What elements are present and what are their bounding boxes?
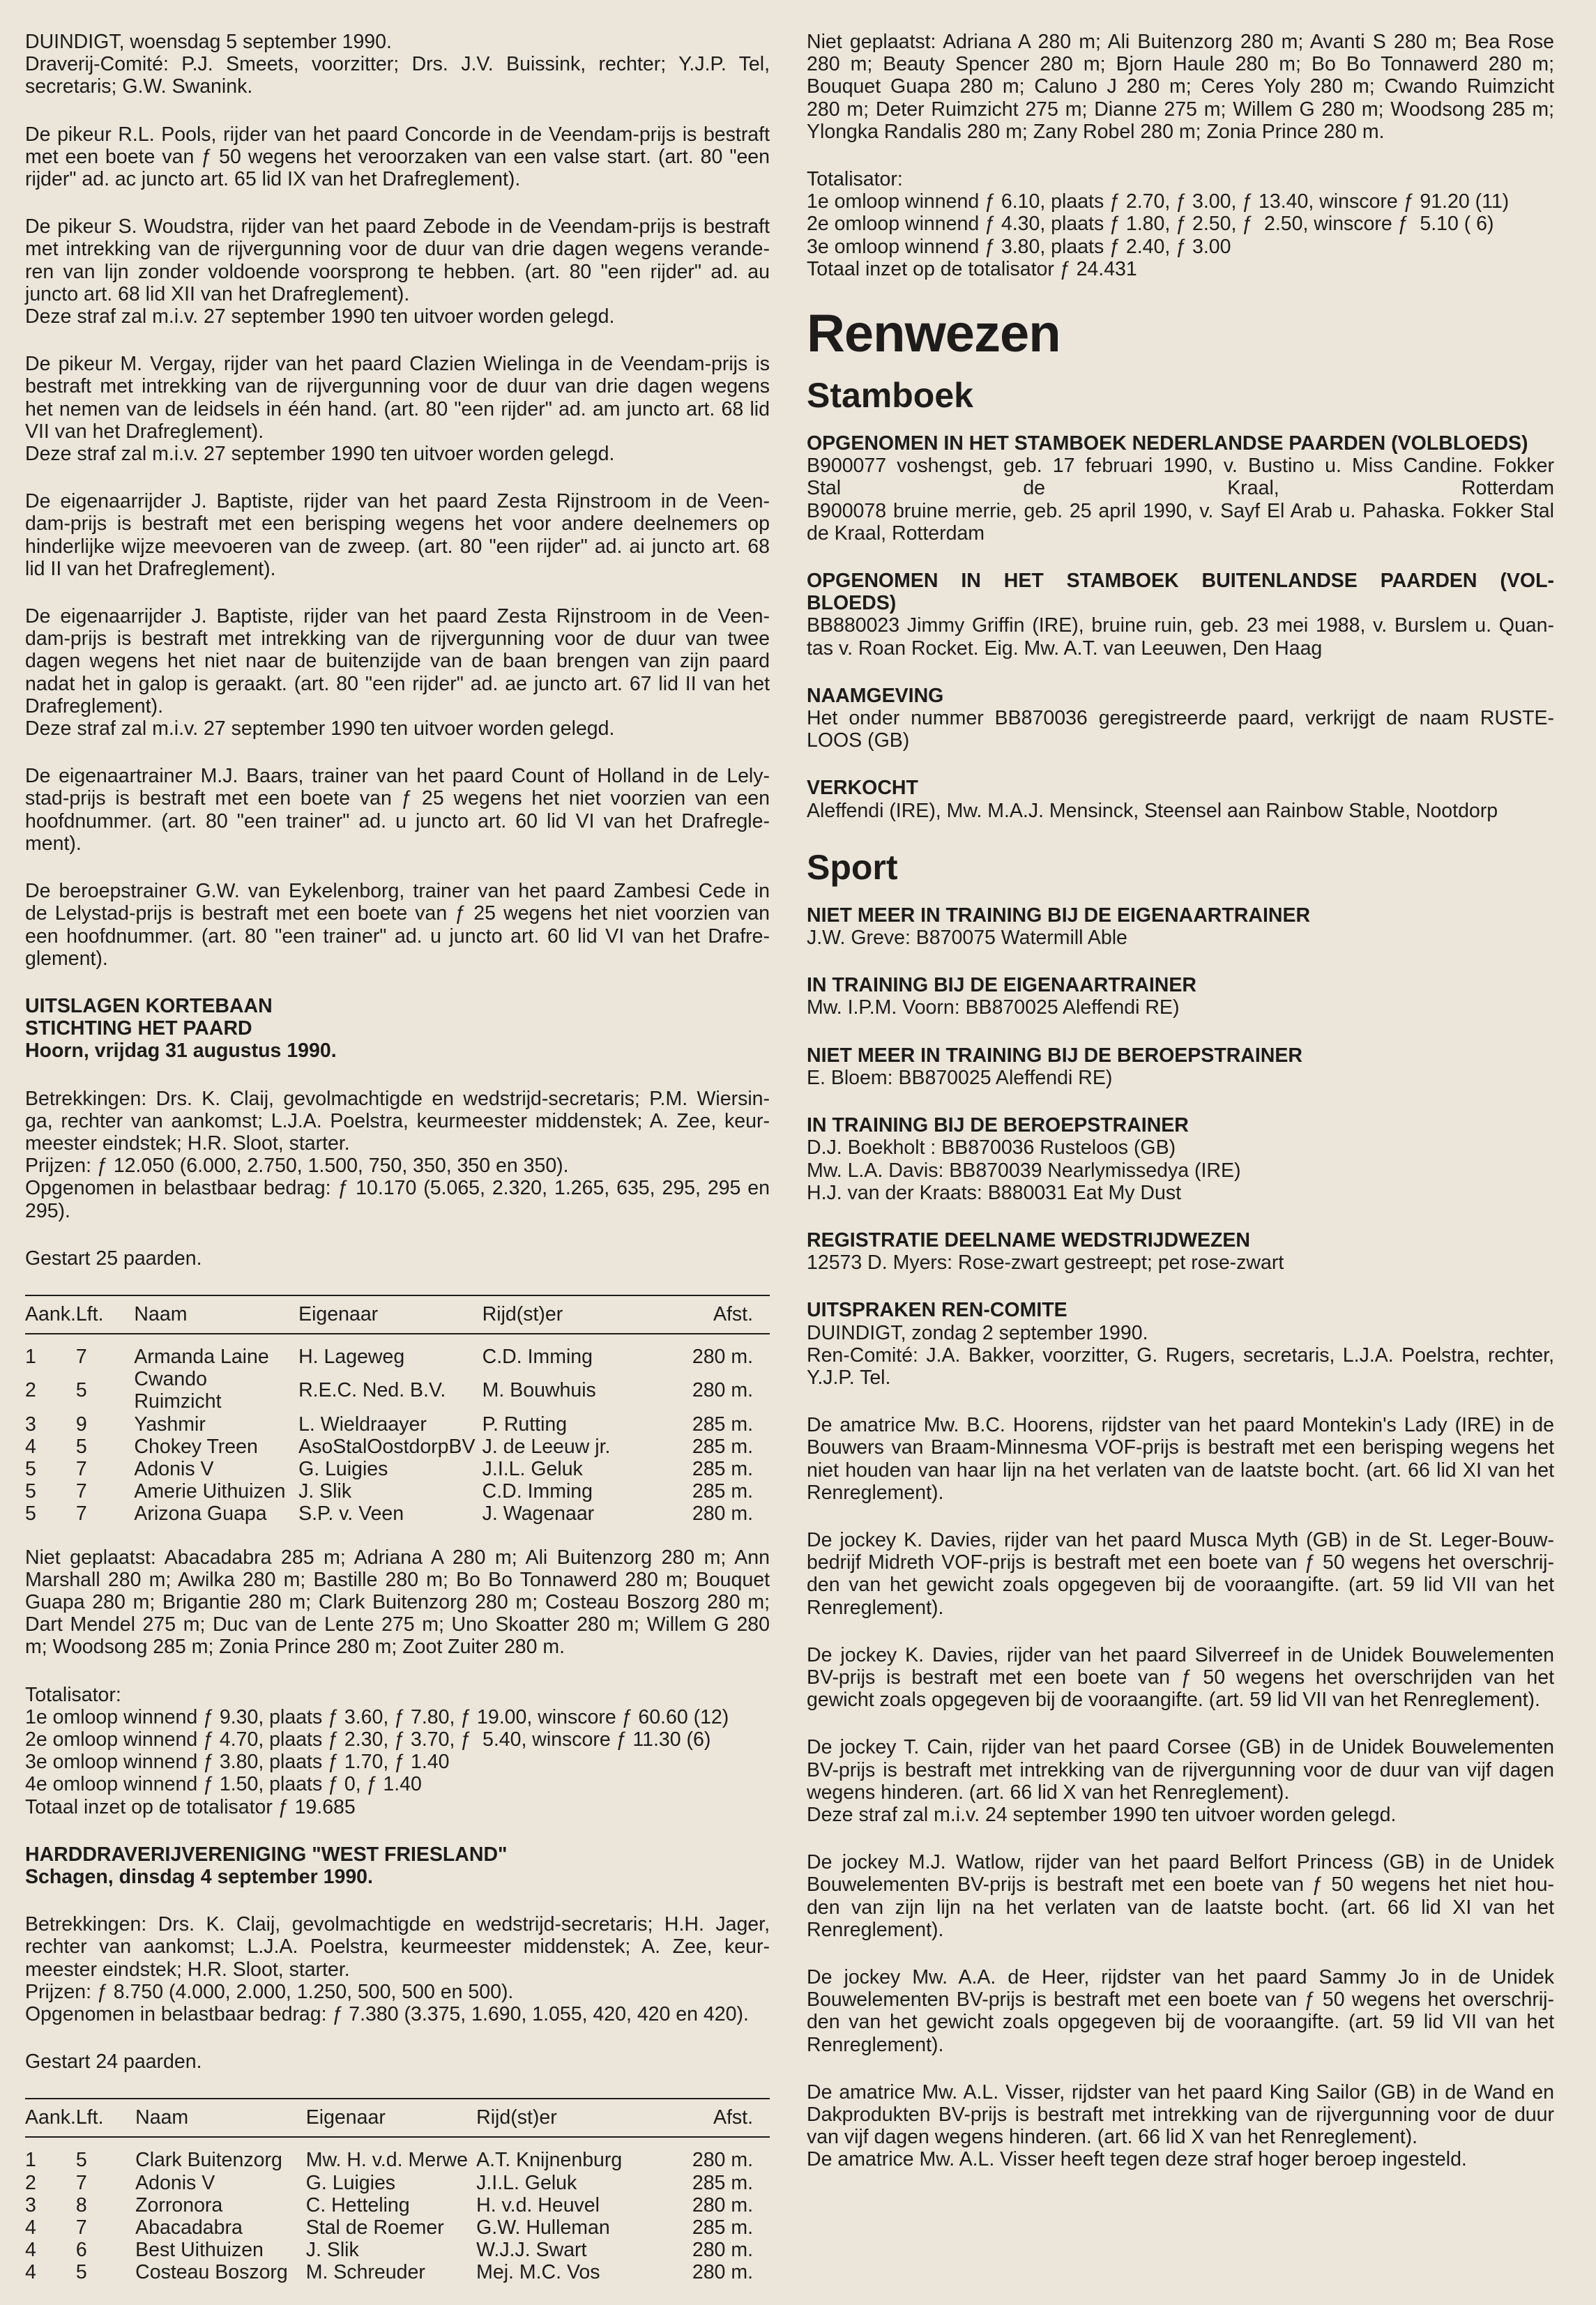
table-cell: 7 [75, 2171, 87, 2194]
race-1-starters: Gestart 25 paarden. [25, 1247, 202, 1270]
column-header: Lft. [76, 1295, 135, 1334]
totalisator-line: Totaal inzet op de totalisator ƒ 24.431 [807, 257, 1137, 280]
text-line: De pikeur R.L. Pools, rijder van het paard Concorde in de Veendam-prijs is bestraft [25, 123, 770, 146]
text-line: Ylongka Randalis 280 m; Zany Robel 280 m; Zonia Prince 280 m. [807, 120, 1385, 143]
register-entry [807, 904, 1554, 949]
text-line: wegens hinderen. (art. 66 lid X van het Renreglement). [807, 1781, 1290, 1804]
text-line: De beroepstrainer G.W. van Eykelenborg, trainer van het paard Zambesi Cede in [25, 880, 770, 903]
section-title-renwezen: Renwezen [807, 304, 1061, 364]
left-rulings [25, 123, 770, 970]
text-line: stad-prijs is bestraft met een boete van ƒ 25 wegens het niet voorzien van een [25, 787, 770, 810]
register-entry [807, 570, 1554, 660]
table-cell: 3 [25, 1413, 36, 1436]
table-cell: 1 [25, 2149, 36, 2172]
table-cell: H. v.d. Heuvel [476, 2193, 600, 2216]
register-entry [807, 1114, 1554, 1204]
table-cell: H. Lageweg [298, 1345, 405, 1368]
table-row [25, 1480, 770, 1503]
ruling-paragraph [807, 1414, 1554, 1504]
table-cell: 285 m. [692, 1435, 753, 1458]
text-line: Aleffendi (IRE), Mw. M.A.J. Mensinck, Steensel aan Rainbow Stable, Nootdorp [807, 799, 1498, 822]
table-cell: J. Slik [298, 1480, 352, 1503]
totalisator-line: 4e omloop winnend ƒ 1.50, plaats ƒ 0, ƒ 1.40 [25, 1773, 422, 1796]
text-line: Opgenomen in belastbaar bedrag: ƒ 10.170 (5.065, 2.320, 1.265, 635, 295, 295 en [25, 1177, 770, 1200]
table-cell: Zorronora [135, 2193, 223, 2216]
text-line: De jockey M.J. Watlow, rijder van het paard Belfort Princess (GB) in de Unidek [807, 1851, 1554, 1874]
text-line: Bouquet Guapa 280 m; Caluno J 280 m; Ceres Yoly 280 m; Cwando Ruimzicht [807, 75, 1554, 98]
table-cell: 7 [75, 1345, 87, 1368]
register-entry [807, 685, 1554, 752]
text-line: Stal de Kraal, Rotterdam [807, 477, 1554, 500]
table-cell: Armanda Laine [134, 1345, 269, 1368]
table-cell: 7 [75, 1503, 87, 1526]
totalisator-line: 2e omloop winnend ƒ 4.70, plaats ƒ 2.30, ƒ 3.70, ƒ 5.40, winscore ƒ 11.30 (6) [25, 1728, 711, 1751]
text-line: meester eindstek; H.R. Sloot, starter. [25, 1132, 350, 1155]
race-2-totalisator [807, 168, 1554, 280]
table-cell: 5 [25, 1503, 36, 1526]
table-cell: 280 m. [692, 1503, 753, 1526]
table-cell: Amerie Uithuizen [134, 1480, 286, 1503]
entry-heading: UITSPRAKEN REN-COMITE [807, 1299, 1067, 1322]
table-cell: Adonis V [134, 1457, 214, 1480]
text-line: bestraft met intrekking van de rijvergunning voor de duur van drie dagen wegens [25, 375, 770, 398]
table-cell: Best Uithuizen [135, 2239, 264, 2262]
text-line: niet houden van haar lijn na het verlaten van de laatste bocht. (art. 66 lid XI van het [807, 1459, 1554, 1482]
text-line: m; Woodsong 285 m; Zonia Prince 280 m; Zoot Zuiter 280 m. [25, 1636, 565, 1659]
text-line: Opgenomen in belastbaar bedrag: ƒ 7.380 (3.375, 1.690, 1.055, 420, 420 en 420). [25, 2003, 749, 2026]
table-cell: 280 m. [692, 2149, 753, 2172]
table-row [25, 2172, 770, 2194]
stamboek-entries [807, 432, 1554, 822]
text-line: Mw. L.A. Davis: BB870039 Nearlymissedya (IRE) [807, 1159, 1241, 1182]
table-cell: G. Luigies [305, 2171, 396, 2194]
text-line: De amatrice Mw. A.L. Visser heeft tegen deze straf hoger beroep ingesteld. [807, 2148, 1467, 2171]
table-cell: G.W. Hulleman [476, 2216, 610, 2239]
table-cell: 5 [75, 1435, 87, 1458]
totalisator-line: 1e omloop winnend ƒ 6.10, plaats ƒ 2.70, ƒ 3.00, ƒ 13.40, winscore ƒ 91.20 (11) [807, 190, 1510, 213]
text-line: tas v. Roan Rocket. Eig. Mw. A.T. van Leeuwen, Den Haag [807, 637, 1323, 660]
text-line: de Kraal, Rotterdam [807, 522, 985, 545]
entry-heading: IN TRAINING BIJ DE BEROEPSTRAINER [807, 1114, 1189, 1137]
text-line: secretaris; G.W. Swanink. [25, 75, 253, 98]
totalisator-line: 2e omloop winnend ƒ 4.30, plaats ƒ 1.80, ƒ 2.50, ƒ 2.50, winscore ƒ 5.10 ( 6) [807, 213, 1494, 236]
text-line: De jockey K. Davies, rijder van het paard Musca Myth (GB) in de St. Leger-Bouw- [807, 1528, 1554, 1551]
totalisator-line: Totaal inzet op de totalisator ƒ 19.685 [25, 1795, 356, 1818]
text-line: Deze straf zal m.i.v. 24 september 1990 ten uitvoer worden gelegd. [807, 1803, 1397, 1826]
text-line: met een boete van ƒ 50 wegens het veroorzaken van een valse start. (art. 80 "een [25, 145, 770, 168]
register-entry [807, 1299, 1554, 1389]
text-line: DUINDIGT, woensdag 5 september 1990. [25, 31, 392, 53]
table-cell: J.I.L. Geluk [476, 2171, 577, 2194]
table-row [25, 1503, 770, 1525]
register-entry [807, 1044, 1554, 1089]
column-header: Afst. [663, 2099, 770, 2137]
text-line: De amatrice Mw. B.C. Hoorens, rijdster van het paard Montekin's Lady (IRE) in de [807, 1414, 1554, 1437]
entry-heading: REGISTRATIE DEELNAME WEDSTRIJDWEZEN [807, 1228, 1250, 1252]
table-cell: 2 [25, 1379, 36, 1402]
table-cell: 1 [25, 1345, 36, 1368]
table-cell: W.J.J. Swart [476, 2239, 587, 2262]
text-line: BV-prijs is bestraft met intrekking van de rijvergunning voor de duur van vijf dagen [807, 1758, 1554, 1781]
table-cell: C.D. Imming [482, 1480, 593, 1503]
ruling-paragraph [807, 2081, 1554, 2171]
column-header: Aank. [25, 1295, 76, 1334]
table-cell: 5 [75, 2261, 87, 2284]
text-line: Dart Mendel 275 m; Duc van de Lente 275 m; Uno Skoatter 280 m; Willem G 280 [25, 1613, 770, 1636]
table-cell: Clark Buitenzorg [135, 2149, 282, 2172]
text-line: glement). [25, 947, 108, 970]
table-cell: J.I.L. Geluk [482, 1457, 583, 1480]
text-line: juncto art. 68 lid XII van het Drafreglement). [25, 282, 410, 305]
table-cell: 9 [75, 1413, 87, 1436]
table-cell: 280 m. [692, 2239, 753, 2262]
table-row [25, 1334, 770, 1368]
entry-heading: OPGENOMEN IN HET STAMBOEK NEDERLANDSE PAARDEN (VOLBLOEDS) [807, 432, 1528, 455]
race-1-officials [25, 1088, 770, 1222]
race-1-not-placed [25, 1546, 770, 1659]
table-row [25, 1368, 770, 1413]
table-cell: 285 m. [692, 2171, 753, 2194]
register-entry [807, 1229, 1554, 1274]
text-line: met intrekking van de rijvergunning voor de duur van drie dagen wegens verande- [25, 238, 770, 261]
ruling-paragraph [25, 765, 770, 855]
ruling-paragraph [25, 215, 770, 328]
text-line: Ren-Comité: J.A. Bakker, voorzitter, G. Rugers, secretaris, L.J.A. Poelstra, rechter, [807, 1344, 1554, 1367]
text-line: ren van lijn zonder voldoende voorsprong te hebben. (art. 80 "een rijder" ad. au [25, 260, 770, 283]
text-line: D.J. Boekholt : BB870036 Rusteloos (GB) [807, 1136, 1176, 1159]
text-line: den van het gewicht zoals opgegeven bij de vooraangifte. (art. 59 lid VII van het [807, 1574, 1554, 1597]
race-1-heading [25, 995, 770, 1063]
text-line: Renreglement). [807, 2033, 944, 2056]
column-header: Naam [135, 2099, 306, 2137]
text-line: Mw. I.P.M. Voorn: BB870025 Aleffendi RE) [807, 996, 1180, 1019]
entry-heading: NIET MEER IN TRAINING BIJ DE EIGENAARTRAINER [807, 904, 1311, 927]
table-cell: 7 [75, 1480, 87, 1503]
text-line: De amatrice Mw. A.L. Visser, rijdster van het paard King Sailor (GB) in de Wand en [807, 2080, 1554, 2104]
text-line: hinderlijke wijze meevoeren van de zweep. (art. 80 "een rijder" ad. ai juncto art. 68 [25, 535, 770, 558]
entry-heading: OPGENOMEN IN HET STAMBOEK BUITENLANDSE PAARDEN (VOL- [807, 570, 1554, 593]
column-header: Naam [134, 1295, 298, 1334]
text-line: BV-prijs is bestraft met een boete van ƒ 50 wegens het overschrijden van het [807, 1666, 1554, 1689]
table-cell: Costeau Boszorg [135, 2261, 288, 2284]
text-line: Deze straf zal m.i.v. 27 september 1990 ten uitvoer worden gelegd. [25, 305, 615, 328]
text-line: dagen wegens het niet naar de buitenzijde van de baan brengen van zijn paard [25, 650, 770, 673]
text-line: Prijzen: ƒ 8.750 (4.000, 2.000, 1.250, 500, 500 en 500). [25, 1980, 514, 2003]
column-header: Aank. [25, 2099, 76, 2137]
table-cell: 8 [75, 2193, 87, 2216]
table-row [25, 2261, 770, 2283]
text-line: het nemen van de leidsels in één hand. (art. 80 "een rijder" ad. am juncto art. 68 lid [25, 397, 770, 420]
text-line: 280 m; Deter Ruimzicht 275 m; Dianne 275 m; Willem G 280 m; Woodsong 285 m; [807, 98, 1554, 121]
text-line: De pikeur M. Vergay, rijder van het paard Clazien Wielinga in de Veendam-prijs is [25, 353, 770, 376]
table-cell: AsoStalOostdorpBV [298, 1435, 476, 1458]
text-line: De jockey Mw. A.A. de Heer, rijdster van het paard Sammy Jo in de Unidek [807, 1965, 1554, 1988]
entry-heading: NAAMGEVING [807, 684, 944, 707]
text-line: E. Bloem: BB870025 Aleffendi RE) [807, 1066, 1113, 1089]
ruling-paragraph [807, 1529, 1554, 1619]
text-line: De eigenaarrijder J. Baptiste, rijder van het paard Zesta Rijnstroom in de Veen- [25, 605, 770, 628]
text-line: Bouwers van Braam-Minnesma VOF-prijs is bestraft met een berisping wegens het [807, 1436, 1554, 1459]
totalisator-line: 3e omloop winnend ƒ 3.80, plaats ƒ 1.70, ƒ 1.40 [25, 1751, 450, 1774]
sport-entries [807, 904, 1554, 1389]
register-entry [807, 777, 1554, 821]
table-cell: 5 [25, 1480, 36, 1503]
text-line: rechter van aankomst; L.J.A. Poelstra, keurmeester middenstek; A. Zee, keur- [25, 1935, 770, 1958]
ruling-paragraph [25, 353, 770, 465]
table-cell: 3 [25, 2193, 36, 2216]
text-line: Niet geplaatst: Adriana A 280 m; Ali Buitenzorg 280 m; Avanti S 280 m; Bea Rose [807, 31, 1554, 53]
heading-line: HARDDRAVERIJVERENIGING "WEST FRIESLAND" [25, 1843, 508, 1866]
meeting-intro [25, 31, 770, 98]
heading-line: STICHTING HET PAARD [25, 1017, 252, 1040]
text-line: H.J. van der Kraats: B880031 Eat My Dust [807, 1181, 1182, 1204]
table-cell: 4 [25, 2216, 36, 2239]
text-line: Betrekkingen: Drs. K. Claij, gevolmachtigde en wedstrijd-secretaris; H.H. Jager, [25, 1913, 770, 1936]
table-cell: 280 m. [692, 1345, 753, 1368]
race-2-results-table [25, 2098, 770, 2283]
left-column [25, 31, 770, 2305]
text-line: De jockey T. Cain, rijder van het paard Corsee (GB) in de Unidek Bouwelementen [807, 1736, 1554, 1759]
text-line: lid II van het Drafreglement). [25, 557, 276, 580]
text-line: Y.J.P. Tel. [807, 1366, 891, 1389]
table-cell: Adonis V [135, 2171, 215, 2194]
text-line: Marshall 280 m; Awilka 280 m; Bastille 280 m; Bo Bo Tonnawerd 280 m; Bouquet [25, 1568, 770, 1591]
text-line: LOOS (GB) [807, 729, 910, 752]
text-line: hoofdnummer. (art. 80 "een trainer" ad. u juncto art. 60 lid VI van het Drafregle- [25, 809, 770, 832]
register-entry [807, 432, 1554, 545]
race-2-officials [25, 1913, 770, 2025]
table-cell: Mej. M.C. Vos [476, 2261, 600, 2284]
text-line: VII van het Drafreglement). [25, 420, 264, 443]
table-row [25, 2194, 770, 2216]
table-cell: 285 m. [692, 2216, 753, 2239]
race-2-starters: Gestart 24 paarden. [25, 2051, 202, 2074]
table-cell: M. Schreuder [305, 2261, 425, 2284]
table-cell: J. Wagenaar [482, 1503, 595, 1526]
table-cell: C.D. Imming [482, 1345, 593, 1368]
text-line: Draverij-Comité: P.J. Smeets, voorzitter; Drs. J.V. Buissink, rechter; Y.J.P. Tel, [25, 53, 770, 76]
table-cell: A.T. Knijnenburg [476, 2149, 623, 2172]
text-line: Deze straf zal m.i.v. 27 september 1990 ten uitvoer worden gelegd. [25, 717, 615, 740]
entry-heading: IN TRAINING BIJ DE EIGENAARTRAINER [807, 974, 1196, 997]
table-row [25, 1436, 770, 1458]
race-1-results-table [25, 1295, 770, 1526]
table-row [25, 2216, 770, 2239]
text-line: 12573 D. Myers: Rose-zwart gestreept; pet rose-zwart [807, 1252, 1284, 1275]
ruling-paragraph [25, 123, 770, 191]
table-cell: Chokey Treen [134, 1435, 258, 1458]
text-line: Prijzen: ƒ 12.050 (6.000, 2.750, 1.500, 750, 350, 350 en 350). [25, 1155, 569, 1178]
text-line: De eigenaarrijder J. Baptiste, rijder van het paard Zesta Rijnstroom in de Veen- [25, 490, 770, 513]
text-line: ga, rechter van aankomst; L.J.A. Poelstra, keurmeester middenstek; A. Zee, keur- [25, 1109, 770, 1132]
table-cell: G. Luigies [298, 1457, 388, 1480]
table-row [25, 1458, 770, 1480]
table-cell: L. Wieldraayer [298, 1413, 427, 1436]
right-column [807, 31, 1554, 2196]
column-header: Afst. [663, 1295, 770, 1334]
text-line: dam-prijs is bestraft met een berisping wegens het voor andere deelnemers op [25, 512, 770, 535]
text-line: Dakprodukten BV-prijs is bestraft met intrekking van de rijvergunning voor de duur [807, 2104, 1554, 2126]
section-title-sport: Sport [807, 847, 898, 887]
table-cell: 285 m. [692, 1413, 753, 1436]
text-line: meester eindstek; H.R. Sloot, starter. [25, 1958, 350, 1981]
ruling-paragraph [807, 1644, 1554, 1712]
text-line: Niet geplaatst: Abacadabra 285 m; Adriana A 280 m; Ali Buitenzorg 280 m; Ann [25, 1546, 770, 1569]
ruling-paragraph [807, 1736, 1554, 1826]
table-cell: 280 m. [692, 2193, 753, 2216]
text-line: De jockey K. Davies, rijder van het paard Silverreef in de Unidek Bouwelementen [807, 1643, 1554, 1666]
column-header: Rijd(st)er [482, 1295, 663, 1334]
text-line: 295). [25, 1199, 70, 1222]
table-cell: 2 [25, 2171, 36, 2194]
table-cell: 7 [75, 1457, 87, 1480]
text-line: Bouwelementen BV-prijs is bestraft met een boete van ƒ 50 wegens het overschrij- [807, 1988, 1554, 2011]
text-line: De pikeur S. Woudstra, rijder van het paard Zebode in de Veendam-prijs is bestraft [25, 215, 770, 238]
text-line: ment). [25, 832, 82, 855]
right-rulings [807, 1414, 1554, 2170]
text-line: Drafreglement). [25, 694, 163, 717]
text-line: Het onder nummer BB870036 geregistreerde paard, verkrijgt de naam RUSTE- [807, 707, 1554, 730]
column-header: Lft. [76, 2099, 135, 2137]
table-cell: J. de Leeuw jr. [482, 1435, 611, 1458]
table-cell: 4 [25, 2239, 36, 2262]
table-cell: 5 [75, 1379, 87, 1402]
table-cell: S.P. v. Veen [298, 1503, 404, 1526]
text-line: dam-prijs is bestraft met intrekking van de rijvergunning voor de duur van twee [25, 627, 770, 651]
ruling-paragraph [807, 1851, 1554, 1941]
table-cell: 6 [75, 2239, 87, 2262]
race-2-not-placed [807, 31, 1554, 143]
entry-heading: VERKOCHT [807, 777, 918, 800]
text-line: B900078 bruine merrie, geb. 25 april 1990, v. Sayf El Arab u. Pahaska. Fokker Stal [807, 499, 1554, 522]
race-2-heading [25, 1843, 770, 1888]
table-row [25, 2137, 770, 2171]
table-cell: 5 [25, 1457, 36, 1480]
table-cell: Arizona Guapa [134, 1503, 267, 1526]
entry-heading: BLOEDS) [807, 592, 897, 615]
text-line: Bouwelementen BV-prijs is bestraft met een boete van ƒ 50 wegens het niet hou- [807, 1873, 1554, 1896]
column-header: Rijd(st)er [476, 2099, 663, 2137]
text-line: Renreglement). [807, 1481, 944, 1504]
text-line: den van het gewicht zoals opgegeven bij de vooraangifte. (art. 59 lid VII van het [807, 2011, 1554, 2034]
text-line: De eigenaartrainer M.J. Baars, trainer van het paard Count of Holland in de Lely- [25, 765, 770, 788]
ruling-paragraph [25, 490, 770, 580]
text-line: Betrekkingen: Drs. K. Claij, gevolmachtigde en wedstrijd-secretaris; P.M. Wiersin- [25, 1087, 770, 1110]
register-entry [807, 974, 1554, 1019]
table-cell: 7 [75, 2216, 87, 2239]
table-cell: P. Rutting [482, 1413, 568, 1436]
heading-line: UITSLAGEN KORTEBAAN [25, 994, 273, 1017]
ruling-paragraph [807, 1966, 1554, 2056]
table-cell: Stal de Roemer [305, 2216, 444, 2239]
table-cell: Yashmir [134, 1413, 206, 1436]
text-line: gewicht zoals opgegeven bij de vooraangifte. (art. 59 lid VII van het Renreglement). [807, 1689, 1540, 1712]
table-cell: 5 [75, 2149, 87, 2172]
totalisator-line: 1e omloop winnend ƒ 9.30, plaats ƒ 3.60, ƒ 7.80, ƒ 19.00, winscore ƒ 60.60 (12) [25, 1705, 729, 1728]
table-cell: Cwando Ruimzicht [134, 1368, 222, 1413]
table-cell: 285 m. [692, 1480, 753, 1503]
table-row [25, 1413, 770, 1436]
heading-line: Hoorn, vrijdag 31 augustus 1990. [25, 1040, 337, 1063]
table-cell: 4 [25, 2261, 36, 2284]
table-cell: M. Bouwhuis [482, 1379, 596, 1402]
text-line: Renreglement). [807, 1596, 944, 1619]
section-title-stamboek: Stamboek [807, 376, 973, 416]
text-line: van vijf dagen wegens hinderen. (art. 66 lid X van het Renreglement). [807, 2126, 1418, 2149]
text-line: den van zijn lijn na het verlaten van de laatste bocht. (art. 66 lid XI van het [807, 1896, 1554, 1919]
totalisator-line: Totalisator: [807, 168, 903, 191]
table-cell: C. Hetteling [305, 2193, 410, 2216]
ruling-paragraph [25, 880, 770, 970]
heading-line: Schagen, dinsdag 4 september 1990. [25, 1866, 373, 1888]
totalisator-line: Totalisator: [25, 1683, 121, 1706]
table-row [25, 2239, 770, 2261]
table-cell: J. Slik [305, 2239, 359, 2262]
table-cell: 280 m. [692, 2261, 753, 2284]
text-line: Deze straf zal m.i.v. 27 september 1990 ten uitvoer worden gelegd. [25, 443, 615, 466]
text-line: J.W. Greve: B870075 Watermill Able [807, 927, 1127, 950]
text-line: DUINDIGT, zondag 2 september 1990. [807, 1321, 1148, 1344]
text-line: rijder" ad. ac juncto art. 65 lid IX van het Drafreglement). [25, 168, 521, 191]
text-line: 280 m; Beauty Spencer 280 m; Bjorn Haule 280 m; Bo Bo Tonnawerd 280 m; [807, 53, 1554, 76]
table-cell: 4 [25, 1435, 36, 1458]
text-line: de Lelystad-prijs is bestraft met een boete van ƒ 25 wegens het niet voorzien van [25, 902, 770, 925]
text-line: bedrijf Midreth VOF-prijs is bestraft met een boete van ƒ 50 wegens het overschrij- [807, 1551, 1554, 1574]
text-line: een hoofdnummer. (art. 80 "een trainer" ad. u juncto art. 60 lid VI van het Drafre- [25, 925, 770, 948]
text-line: B900077 voshengst, geb. 17 februari 1990, v. Bustino u. Miss Candine. Fokker [807, 455, 1554, 478]
ruling-paragraph [25, 605, 770, 740]
text-line: BB880023 Jimmy Griffin (IRE), bruine ruin, geb. 23 mei 1988, v. Burslem u. Quan- [807, 614, 1554, 637]
table-cell: Mw. H. v.d. Merwe [305, 2149, 468, 2172]
text-line: Guapa 280 m; Brigantie 280 m; Clark Buitenzorg 280 m; Costeau Boszorg 280 m; [25, 1590, 770, 1613]
entry-heading: NIET MEER IN TRAINING BIJ DE BEROEPSTRAINER [807, 1044, 1302, 1067]
column-header: Eigenaar [306, 2099, 476, 2137]
column-header: Eigenaar [298, 1295, 482, 1334]
totalisator-line: 3e omloop winnend ƒ 3.80, plaats ƒ 2.40, ƒ 3.00 [807, 235, 1231, 258]
table-cell: Abacadabra [135, 2216, 243, 2239]
table-cell: 280 m. [692, 1379, 753, 1402]
race-1-totalisator [25, 1684, 770, 1818]
table-cell: 285 m. [692, 1457, 753, 1480]
text-line: Renreglement). [807, 1918, 944, 1941]
text-line: nadat het in galop is geraakt. (art. 80 "een rijder" ad. ae juncto art. 67 lid II van het [25, 672, 770, 695]
table-cell: R.E.C. Ned. B.V. [298, 1379, 446, 1402]
